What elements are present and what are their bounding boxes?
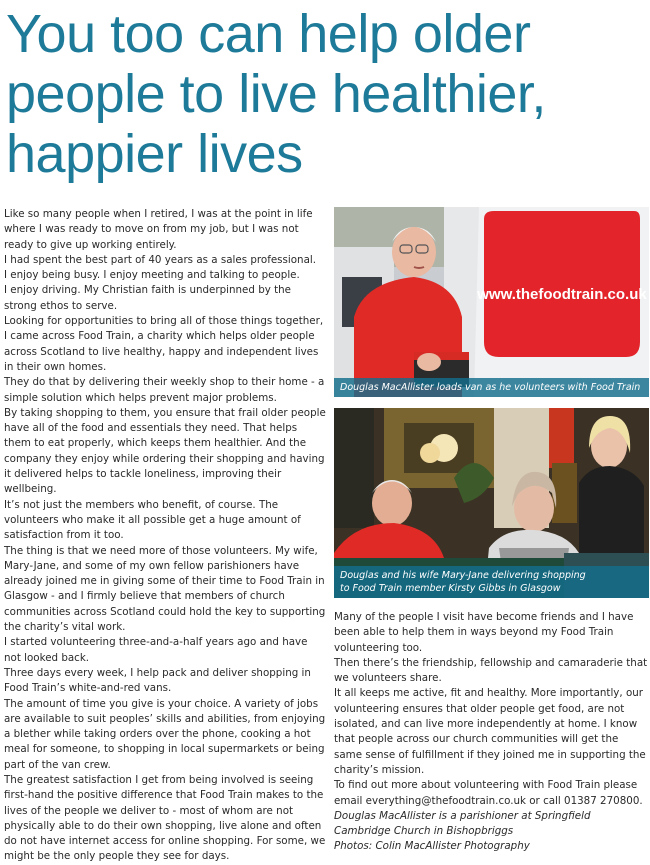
right-column [334,610,648,855]
paragraph: It all keeps me active, fit and healthy. More importantly, our volunteering ensures that older people get food, are not isolated, and can live more independently at home. I know that people across our church communities will get the same sense of fulfillment if they joined me in supporting the charity’s mission. [334,687,646,776]
paragraph: I had spent the best part of 40 years as a sales professional. [4,253,317,266]
paragraph: I started volunteering three-and-a-half years ago and have not looked back. [4,636,308,664]
paragraph: Like so many people when I retired, I was at the point in life where I was ready to move on from my job, but I was not ready to give up working entirely. [4,208,313,251]
paragraph: Three days every week, I help pack and deliver shopping in Food Train’s white-and-red vans. [4,666,311,695]
paragraph: Then there’s the friendship, fellowship and camaraderie that we volunteers share. [334,656,648,685]
left-column [4,207,326,865]
caption-line: to Food Train member Kirsty Gibbs in Glasgow [340,583,561,594]
photo-van-loading [334,207,649,397]
headline-line: happier lives [6,124,303,184]
paragraph: Looking for opportunities to bring all of those things together, I came across Food Train, a charity which helps older people across Scotland to live healthy, happy and independent lives in their own homes. [4,315,324,373]
headline-line: people to live healthier, [6,64,546,124]
paragraph: The greatest satisfaction I get from being involved is seeing first-hand the positive difference that Food Train makes to the lives of the people we deliver to - most of whom are not physically able to do their own shopping, live alone and often do not have internet access for online shopping. For some, we might be the only people they see for days. [4,773,326,863]
paragraph: It’s not just the members who benefit, of course. The volunteers who make it all possible get a huge amount of satisfaction from it too. [4,498,301,542]
paragraph: They do that by delivering their weekly shop to their home - a simple solution which helps prevent major problems. [4,376,325,404]
photo-credit: Photos: Colin MacAllister Photography [334,840,530,853]
paragraph: By taking shopping to them, you ensure that frail older people have all of the food and essentials they need. That helps them to eat properly, which keeps them healthier. And the company they enjoy while ordering their shopping and having it delivered helps to tackle loneliness, improving their wellbeing. [4,406,326,496]
paragraph: The thing is that we need more of those volunteers. My wife, Mary-Jane, and some of my own fellow parishioners have already joined me in giving some of their time to Food Train in Glasgow - and I firmly believe that members of church communities across Scotland could hold the key to supporting the charity’s vital work. [4,544,326,634]
van-photo-illustration [334,207,649,397]
caption-line: Douglas and his wife Mary-Jane delivering shopping [340,570,586,581]
article-headline [6,4,646,184]
photo-caption [334,566,649,598]
contact-paragraph: To find out more about volunteering with Food Train please email everything@thefoodtrain.co.uk or call 01387 270800. [334,779,643,807]
photo-caption: Douglas MacAllister loads van as he volunteers with Food Train [334,378,649,397]
photo-home-visit [334,408,649,598]
headline-line: You too can help older [6,4,531,64]
van-website-text: www.thefoodtrain.co.uk [477,286,647,303]
paragraph: I enjoy being busy. I enjoy meeting and talking to people. [4,269,300,282]
author-note: Douglas MacAllister is a parishioner at Springfield Cambridge Church in Bishopbriggs [334,809,591,838]
paragraph: I enjoy driving. My Christian faith is underpinned by the strong ethos to serve. [4,284,292,312]
paragraph: The amount of time you give is your choice. A variety of jobs are available to suit peoples’ skills and abilities, from enjoying a blether while taking orders over the phone, cooking a hot meal for someone, to shopping in local supermarkets or being part of the van crew. [4,697,326,771]
paragraph: Many of the people I visit have become friends and I have been able to help them in ways beyond my Food Train volunteering too. [334,611,634,654]
